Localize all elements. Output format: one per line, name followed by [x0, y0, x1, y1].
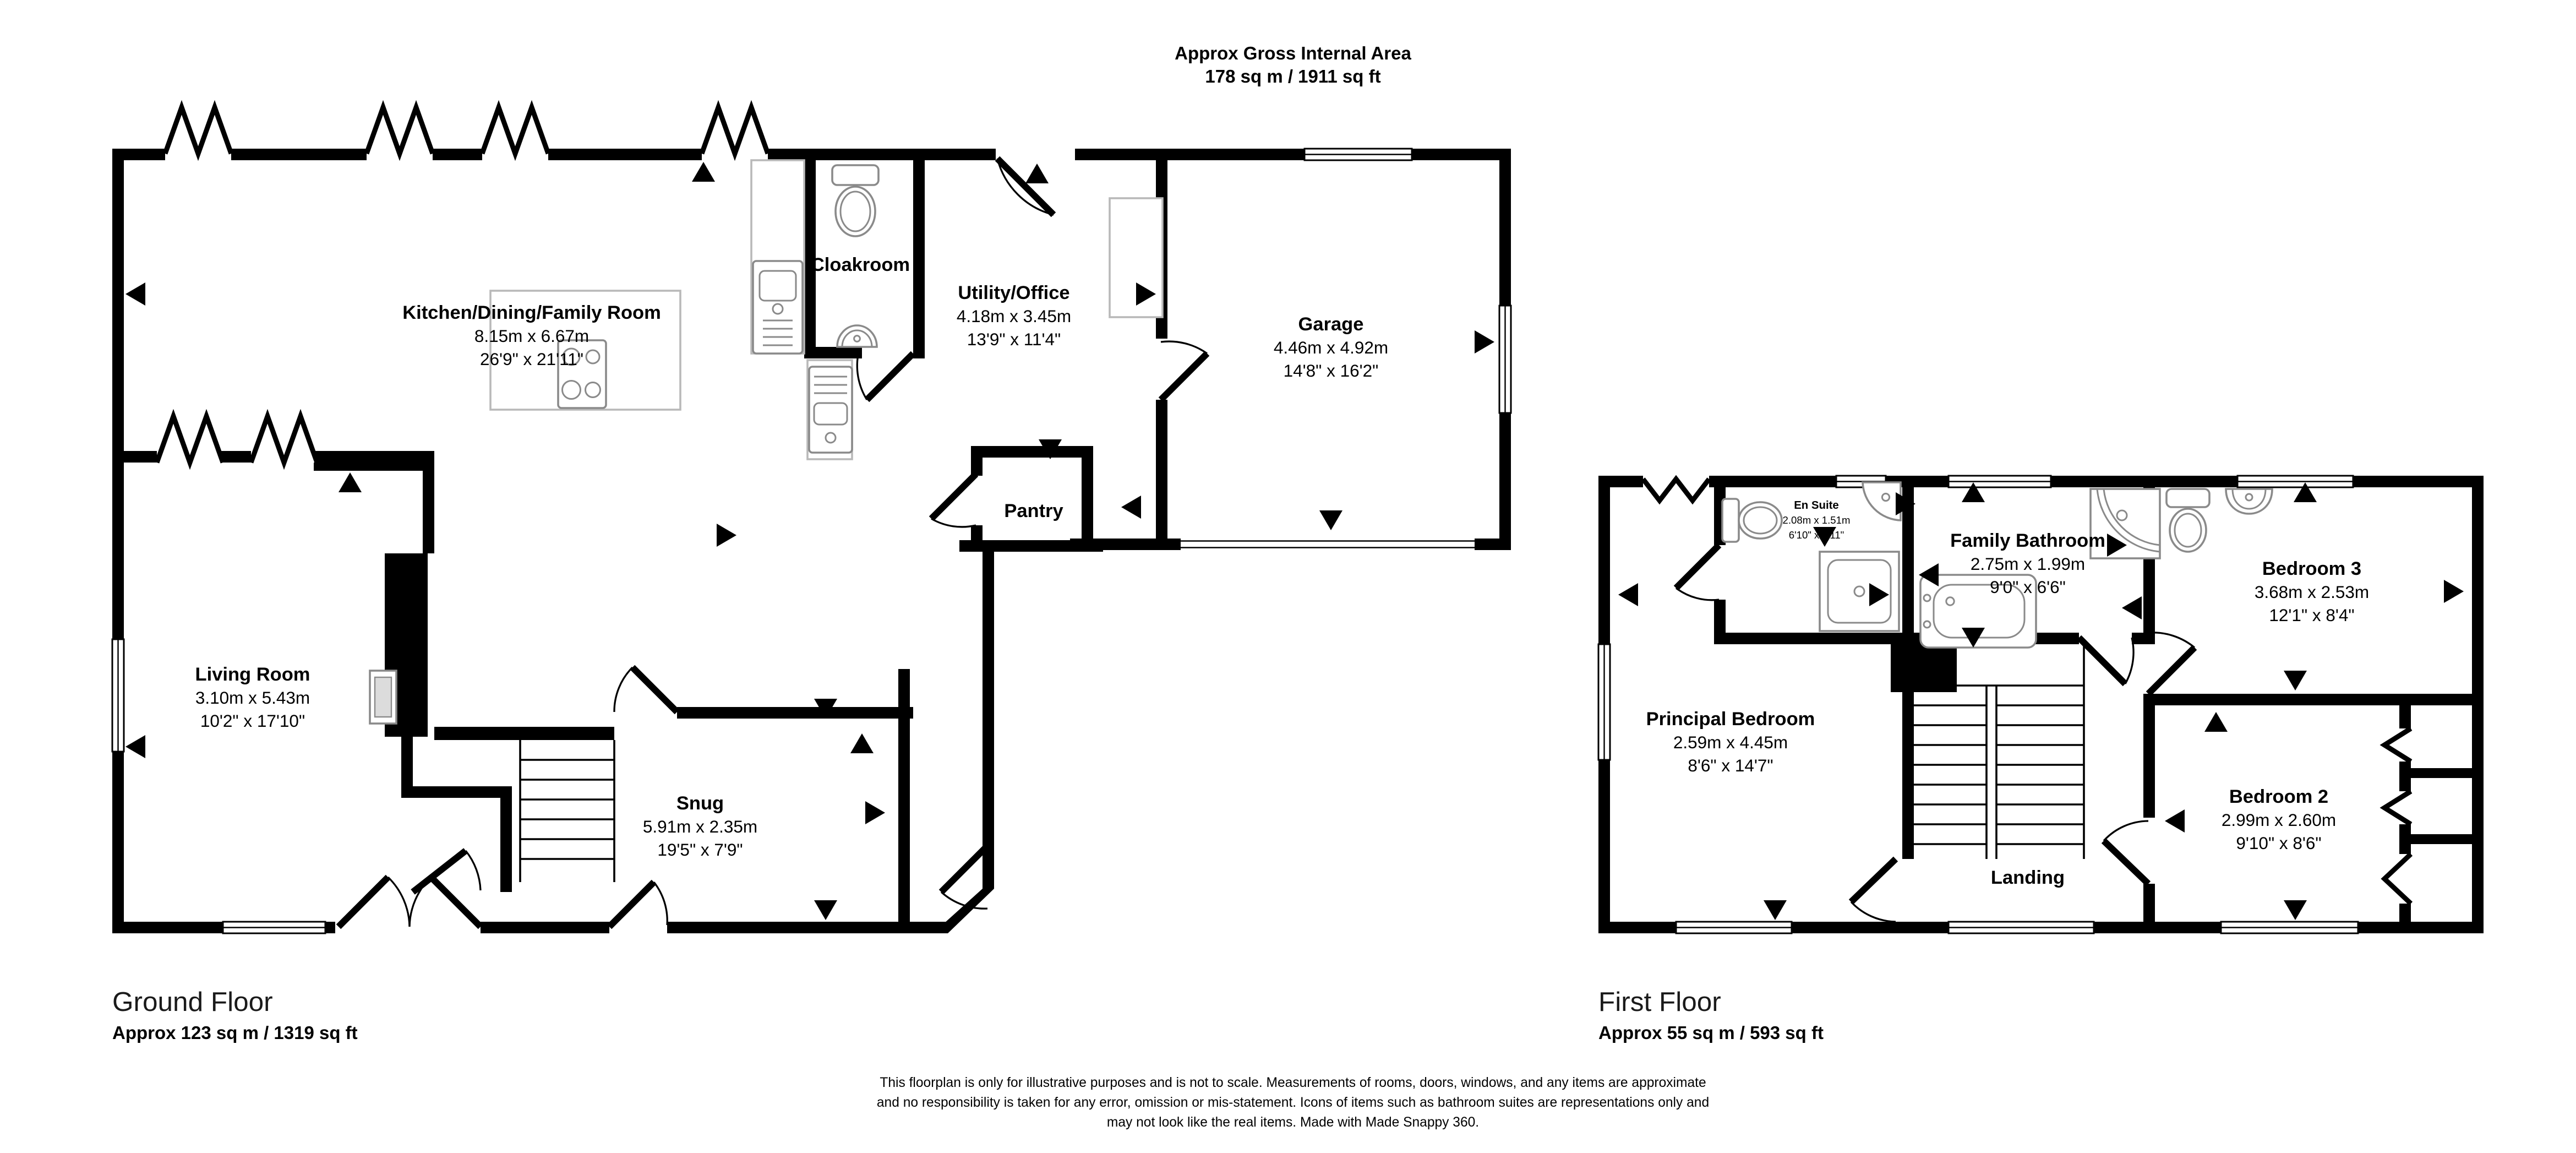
label-garage-imperial: 14'8" x 16'2"	[1283, 361, 1379, 380]
window	[1676, 922, 1792, 933]
label-bedroom2-name: Bedroom 2	[2229, 786, 2329, 807]
window	[2237, 476, 2353, 487]
window	[1949, 922, 2094, 933]
window	[1305, 149, 1412, 160]
label-principal-imperial: 8'6" x 14'7"	[1688, 755, 1773, 775]
disclaimer-line-1: This floorplan is only for illustrative purposes and is not to scale. Measurements of rooms, doors, windows, and any items are approximate	[880, 1075, 1706, 1090]
toilet-icon-bathroom	[2166, 489, 2209, 552]
ground-floor-area: Approx 123 sq m / 1319 sq ft	[112, 1023, 358, 1043]
first-floor-area: Approx 55 sq m / 593 sq ft	[1598, 1023, 1824, 1043]
label-living-imperial: 10'2" x 17'10"	[200, 711, 305, 731]
window	[223, 922, 325, 933]
utility-sink-icon	[809, 367, 852, 453]
label-kitchen-metric: 8.15m x 6.67m	[474, 326, 590, 346]
window	[1598, 644, 1610, 760]
label-kitchen-imperial: 26'9" x 21'11"	[480, 349, 583, 369]
label-ensuite-name: En Suite	[1794, 499, 1839, 512]
disclaimer-line-2: and no responsibility is taken for any error, omission or mis-statement. Icons of items such as bathroom suites are representations only and	[876, 1095, 1710, 1110]
label-landing-name: Landing	[1990, 867, 2065, 888]
window	[1499, 306, 1511, 413]
label-bedroom3-name: Bedroom 3	[2262, 558, 2362, 579]
label-ensuite-metric: 2.08m x 1.51m	[1782, 514, 1851, 526]
shower-icon-ensuite	[1820, 552, 1899, 631]
label-utility-imperial: 13'9" x 11'4"	[967, 329, 1061, 349]
label-bedroom3-metric: 3.68m x 2.53m	[2254, 582, 2370, 602]
label-bathroom-imperial: 9'0" x 6'6"	[1990, 577, 2066, 597]
fireplace-icon	[370, 671, 396, 724]
label-bathroom-metric: 2.75m x 1.99m	[1970, 554, 2086, 574]
label-kitchen-name: Kitchen/Dining/Family Room	[402, 302, 661, 323]
label-utility-metric: 4.18m x 3.45m	[956, 306, 1072, 326]
label-principal-name: Principal Bedroom	[1646, 709, 1815, 730]
label-principal-metric: 2.59m x 4.45m	[1673, 732, 1788, 752]
label-snug-metric: 5.91m x 2.35m	[642, 817, 758, 836]
gross-area-value: 178 sq m / 1911 sq ft	[1205, 66, 1381, 86]
window	[2221, 922, 2358, 933]
label-bedroom3-imperial: 12'1" x 8'4"	[2269, 605, 2355, 625]
gross-area-title: Approx Gross Internal Area	[1175, 43, 1411, 64]
label-utility-name: Utility/Office	[958, 282, 1070, 303]
label-ensuite-imperial: 6'10" x 4'11"	[1788, 529, 1844, 541]
label-garage-metric: 4.46m x 4.92m	[1273, 338, 1389, 357]
window	[1949, 476, 2051, 487]
window	[112, 639, 124, 752]
label-garage-name: Garage	[1298, 314, 1364, 335]
label-living-name: Living Room	[195, 664, 310, 685]
first-floor-title: First Floor	[1598, 987, 1721, 1017]
label-snug-imperial: 19'5" x 7'9"	[657, 840, 743, 860]
toilet-icon-ensuite	[1722, 499, 1782, 542]
label-bathroom-name: Family Bathroom	[1950, 530, 2105, 552]
label-cloakroom-name: Cloakroom	[810, 254, 910, 275]
label-snug-name: Snug	[676, 793, 724, 814]
kitchen-sink-icon	[753, 261, 803, 353]
ground-floor-title: Ground Floor	[112, 987, 273, 1017]
label-bedroom2-imperial: 9'10" x 8'6"	[2236, 833, 2322, 853]
label-living-metric: 3.10m x 5.43m	[195, 688, 310, 708]
label-pantry-name: Pantry	[1004, 501, 1063, 522]
label-bedroom2-metric: 2.99m x 2.60m	[2221, 810, 2337, 830]
toilet-icon-cloakroom	[832, 165, 878, 236]
disclaimer-line-3: may not look like the real items. Made with Made Snappy 360.	[1106, 1115, 1480, 1130]
